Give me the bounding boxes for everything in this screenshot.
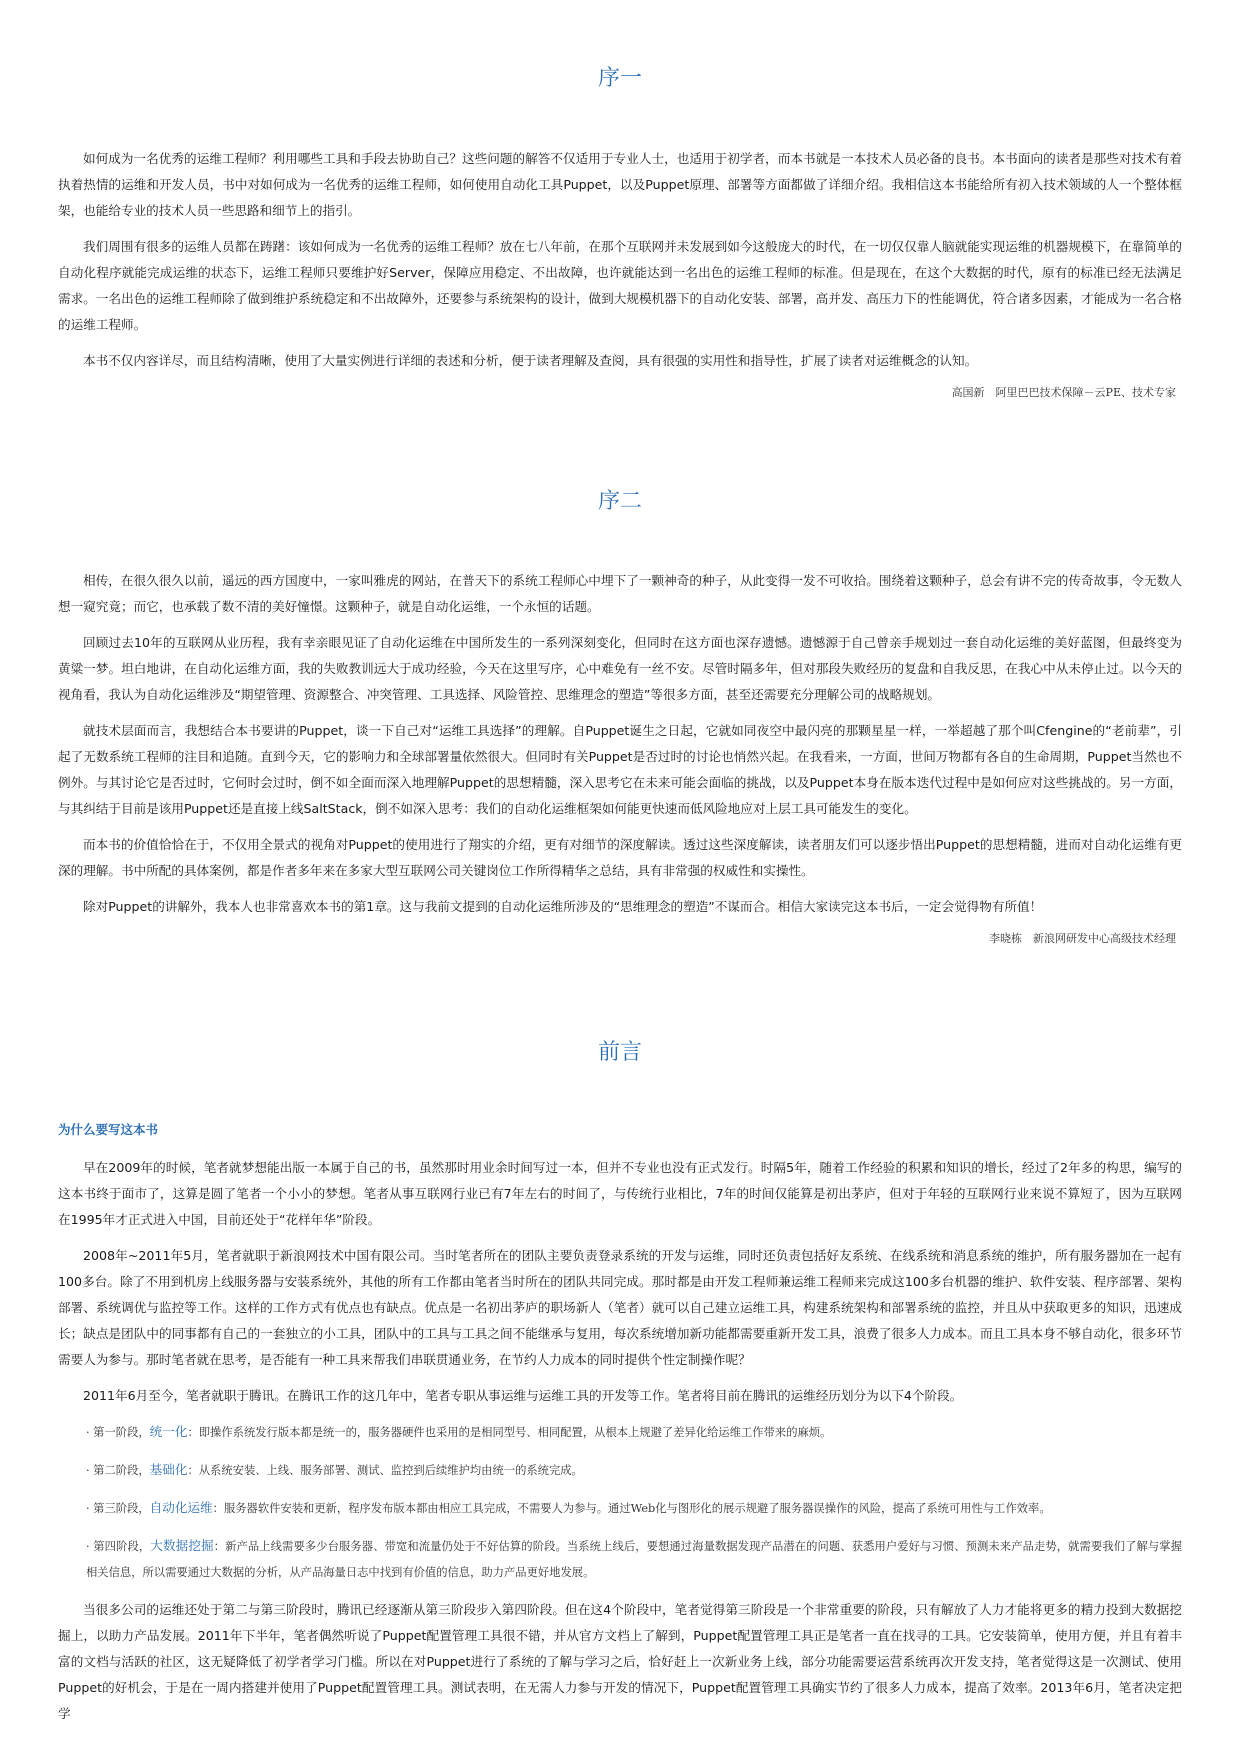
preface2-paragraph: 而本书的价值恰恰在于，不仅用全景式的视角对Puppet的使用进行了翔实的介绍，更有对细节的深度解读。透过这些深度解读，读者朋友们可以逐步悟出Puppet的思想精髓，进而对自动化运维有更深的理解。书中所配的具体案例，都是作者多年来在多家大型互联网公司关键岗位工作所得精华之总结，具有非常强的权威性和实操性。: [58, 837, 1182, 878]
preface1-paragraph: 我们周围有很多的运维人员都在踌躇：该如何成为一名优秀的运维工程师？放在七八年前，在那个互联网并未发展到如今这般庞大的时代，在一切仅仅靠人脑就能实现运维的机器规模下，在靠简单的自动化程序就能完成运维的状态下，运维工程师只要维护好Server，保障应用稳定、不出故障，也许就能达到一名出色的运维工程师的标准。但是现在，在这个大数据的时代，原有的标准已经无法满足需求。一名出色的运维工程师除了做到维护系统稳定和不出故障外，还要参与系统架构的设计，做到大规模机器下的自动化安装、部署，高并发、高压力下的性能调优，符合诸多因素，才能成为一名合格的运维工程师。: [58, 239, 1182, 332]
preface1-paragraph: 如何成为一名优秀的运维工程师？利用哪些工具和手段去协助自己？这些问题的解答不仅适用于专业人士，也适用于初学者，而本书就是一本技术人员必备的良书。本书面向的读者是那些对技术有着执着热情的运维和开发人员，书中对如何成为一名优秀的运维工程师，如何使用自动化工具Puppet，以及Puppet原理、部署等方面都做了详细介绍。我相信这本书能给所有初入技术领域的人一个整体框架，也能给专业的技术人员一些思路和细节上的指引。: [58, 151, 1182, 218]
phase-keyword: 自动化运维: [149, 1500, 213, 1515]
foreword-body: [58, 1155, 1182, 1737]
preface1-signature: 高国新 阿里巴巴技术保障－云PE、技术专家: [951, 386, 1176, 399]
foreword-paragraph: 早在2009年的时候，笔者就梦想能出版一本属于自己的书，虽然那时用业余时间写过一本，但并不专业也没有正式发行。时隔5年，随着工作经验的积累和知识的增长，经过了2年多的构思，编写的这本书终于面市了，这算是圆了笔者一个小小的梦想。笔者从事互联网行业已有7年左右的时间了，与传统行业相比，7年的时间仅能算是初出茅庐，但对于年轻的互联网行业来说不算短了，因为互联网在1995年才正式进入中国，目前还处于“花样年华”阶段。: [58, 1160, 1182, 1227]
preface1-body: [58, 146, 1182, 400]
phase-item: [58, 1533, 1182, 1586]
foreword-paragraph: 当很多公司的运维还处于第二与第三阶段时，腾讯已经逐渐从第三阶段步入第四阶段。但在这4个阶段中，笔者觉得第三阶段是一个非常重要的阶段，只有解放了人力才能将更多的精力投到大数据挖掘上，以助力产品发展。2011年下半年，笔者偶然听说了Puppet配置管理工具很不错，并从官方文档上了解到，Puppet配置管理工具正是笔者一直在找寻的工具。它安装简单，使用方便，并且有着丰富的文档与活跃的社区，这无疑降低了初学者学习门槛。所以在对Puppet进行了系统的了解与学习之后，恰好赶上一次新业务上线，部分功能需要运营系统再次开发支持，笔者觉得这是一次测试、使用Puppet的好机会，于是在一周内搭建并使用了Puppet配置管理工具。测试表明，在无需人力参与开发的情况下，Puppet配置管理工具确实节约了很多人力成本，提高了效率。2013年6月，笔者决定把学: [58, 1602, 1182, 1721]
phase-prefix: · 第三阶段，: [86, 1502, 150, 1515]
phase-text: ：新产品上线需要多少台服务器、带宽和流量仍处于不好估算的阶段。当系统上线后，要想通过海量数据发现产品潜在的问题、获悉用户爱好与习惯、预测未来产品走势，就需要我们了解与掌握相关信息，所以需要通过大数据的分析，从产品海量日志中找到有价值的信息，助力产品更好地发展。: [86, 1540, 1183, 1579]
phase-item: [58, 1495, 1182, 1522]
preface2-paragraph: 回顾过去10年的互联网从业历程，我有幸亲眼见证了自动化运维在中国所发生的一系列深刻变化，但同时在这方面也深存遗憾。遗憾源于自己曾亲手规划过一套自动化运维的美好蓝图，但最终变为黄粱一梦。坦白地讲，在自动化运维方面，我的失败教训远大于成功经验，今天在这里写序，心中难免有一丝不安。尽管时隔多年，但对那段失败经历的复盘和自我反思，在我心中从未停止过。以今天的视角看，我认为自动化运维涉及“期望管理、资源整合、冲突管理、工具选择、风险管控、思维理念的塑造”等很多方面，甚至还需要充分理解公司的战略规划。: [58, 635, 1182, 702]
preface1-title: 序一: [597, 66, 642, 91]
preface2-paragraph: 就技术层面而言，我想结合本书要讲的Puppet，谈一下自己对“运维工具选择”的理解。自Puppet诞生之日起，它就如同夜空中最闪亮的那颗星星一样，一举超越了那个叫Cfengine的“老前辈”，引起了无数系统工程师的注目和追随。直到今天，它的影响力和全球部署量依然很大。但同时有关Puppet是否过时的讨论也悄然兴起。在我看来，一方面，世间万物都有各自的生命周期，Puppet当然也不例外。与其讨论它是否过时，它何时会过时，倒不如全面而深入地理解Puppet的思想精髓，深入思考它在未来可能会面临的挑战，以及Puppet本身在版本迭代过程中是如何应对这些挑战的。另一方面，与其纠结于目前是该用Puppet还是直接上线SaltStack，倒不如深入思考：我们的自动化运维框架如何能更快速而低风险地应对上层工具可能发生的变化。: [58, 723, 1182, 816]
preface2-signature: 李晓栋 新浪网研发中心高级技术经理: [989, 932, 1176, 945]
preface2-paragraph: 除对Puppet的讲解外，我本人也非常喜欢本书的第1章。这与我前文提到的自动化运维所涉及的“思维理念的塑造”不谋而合。相信大家读完这本书后，一定会觉得物有所值！: [83, 899, 1043, 914]
foreword-subheading: 为什么要写这本书: [58, 1122, 159, 1137]
preface1-paragraph: 本书不仅内容详尽，而且结构清晰，使用了大量实例进行详细的表述和分析，便于读者理解及查阅，具有很强的实用性和指导性，扩展了读者对运维概念的认知。: [83, 353, 978, 368]
phase-keyword: 统一化: [149, 1424, 188, 1439]
phase-text: ：服务器软件安装和更新，程序发布版本都由相应工具完成，不需要人为参与。通过Web化与图形化的展示规避了服务器误操作的风险，提高了系统可用性与工作效率。: [212, 1502, 1051, 1515]
phase-item: [58, 1419, 1182, 1446]
foreword-title: 前言: [597, 1040, 642, 1065]
preface2-title: 序二: [597, 489, 642, 514]
phase-keyword: 基础化: [149, 1462, 188, 1477]
phase-prefix: · 第四阶段，: [86, 1540, 151, 1553]
phase-text: ：即操作系统发行版本都是统一的，服务器硬件也采用的是相同型号、相同配置，从根本上规避了差异化给运维工作带来的麻烦。: [187, 1426, 832, 1439]
preface2-body: [58, 568, 1182, 946]
phase-text: ：从系统安装、上线、服务部署、测试、监控到后续维护均由统一的系统完成。: [187, 1464, 583, 1477]
phase-prefix: · 第一阶段，: [86, 1426, 150, 1439]
foreword-paragraph: 2011年6月至今，笔者就职于腾讯。在腾讯工作的这几年中，笔者专职从事运维与运维工具的开发等工作。笔者将目前在腾讯的运维经历划分为以下4个阶段。: [83, 1388, 963, 1403]
phase-item: [58, 1457, 1182, 1484]
phase-keyword: 大数据挖掘: [150, 1538, 214, 1553]
phase-prefix: · 第二阶段，: [86, 1464, 150, 1477]
preface2-paragraph: 相传，在很久很久以前，遥远的西方国度中，一家叫雅虎的网站，在普天下的系统工程师心中埋下了一颗神奇的种子，从此变得一发不可收拾。围绕着这颗种子，总会有讲不完的传奇故事，令无数人想一窥究竟；而它，也承载了数不清的美好憧憬。这颗种子，就是自动化运维，一个永恒的话题。: [58, 573, 1182, 614]
foreword-paragraph: 2008年~2011年5月，笔者就职于新浪网技术中国有限公司。当时笔者所在的团队主要负责登录系统的开发与运维，同时还负责包括好友系统、在线系统和消息系统的维护，所有服务器加在一起有100多台。除了不用到机房上线服务器与安装系统外，其他的所有工作都由笔者当时所在的团队共同完成。那时都是由开发工程师兼运维工程师来完成这100多台机器的维护、软件安装、程序部署、架构部署、系统调优与监控等工作。这样的工作方式有优点也有缺点。优点是一名初出茅庐的职场新人（笔者）就可以自己建立运维工具，构建系统架构和部署系统的监控，并且从中获取更多的知识，迅速成长；缺点是团队中的同事都有自己的一套独立的小工具，团队中的工具与工具之间不能继承与复用，每次系统增加新功能都需要重新开发工具，浪费了很多人力成本。而且工具本身不够自动化，很多环节需要人为参与。那时笔者就在思考，是否能有一种工具来帮我们串联贯通业务，在节约人力成本的同时提供个性定制操作呢？: [58, 1248, 1182, 1367]
